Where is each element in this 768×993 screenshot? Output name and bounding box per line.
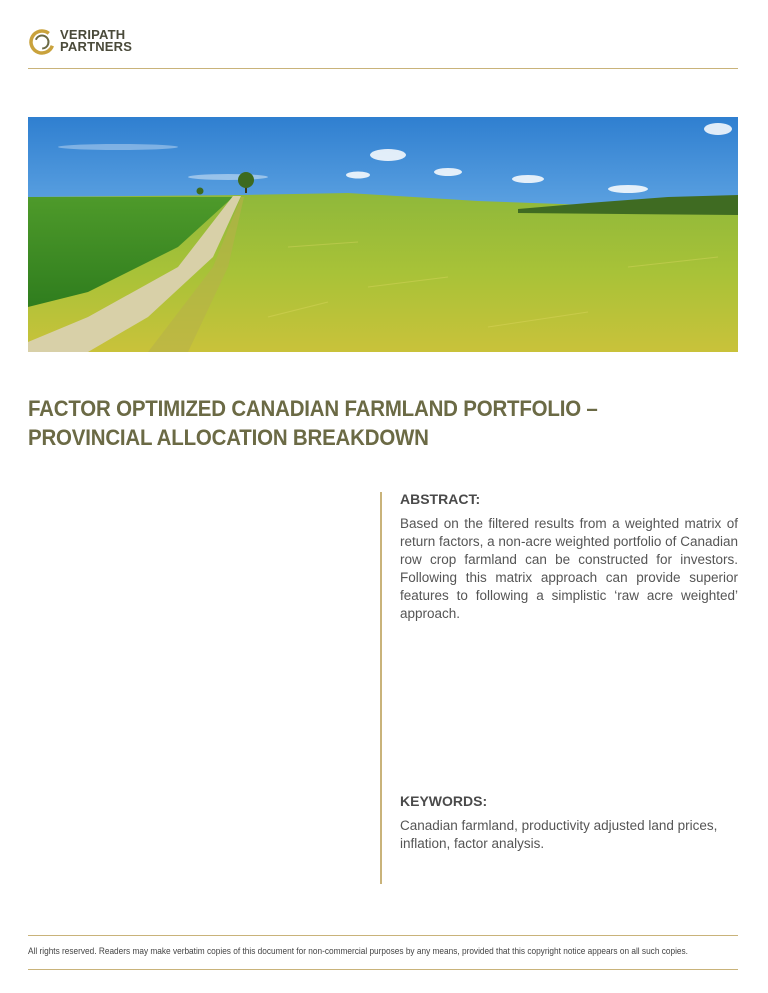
keywords-section (400, 793, 738, 853)
footer-divider-top (28, 935, 738, 936)
header-divider (28, 68, 738, 69)
keywords-body: Canadian farmland, productivity adjusted land prices, inflation, factor analysis. (400, 818, 718, 851)
company-logo (28, 28, 148, 58)
logo-wordmark (60, 29, 132, 53)
logo-line-1: VERIPATH (60, 27, 126, 42)
column-divider (380, 492, 382, 884)
ring-logo-icon (28, 28, 56, 56)
abstract-body: Based on the filtered results from a weighted matrix of return factors, a non-acre weighted portfolio of Canadian row crop farmland can be constructed for investors. Following this matrix approach can provide superior features to following a simplistic ‘raw acre weighted’ approach. (400, 516, 738, 621)
footer-divider-bottom (28, 969, 738, 970)
hero-image (28, 117, 738, 352)
document-title: FACTOR OPTIMIZED CANADIAN FARMLAND PORTFOLIO – PROVINCIAL ALLOCATION BREAKDOWN (28, 396, 598, 450)
copyright-notice: All rights reserved. Readers may make verbatim copies of this document for non-commercial purposes by any means, provided that this copyright notice appears on all such copies. (28, 946, 688, 956)
logo-line-2: PARTNERS (60, 39, 133, 54)
keywords-heading: KEYWORDS: (400, 793, 488, 809)
abstract-heading: ABSTRACT: (400, 491, 481, 507)
abstract-section (400, 491, 738, 623)
